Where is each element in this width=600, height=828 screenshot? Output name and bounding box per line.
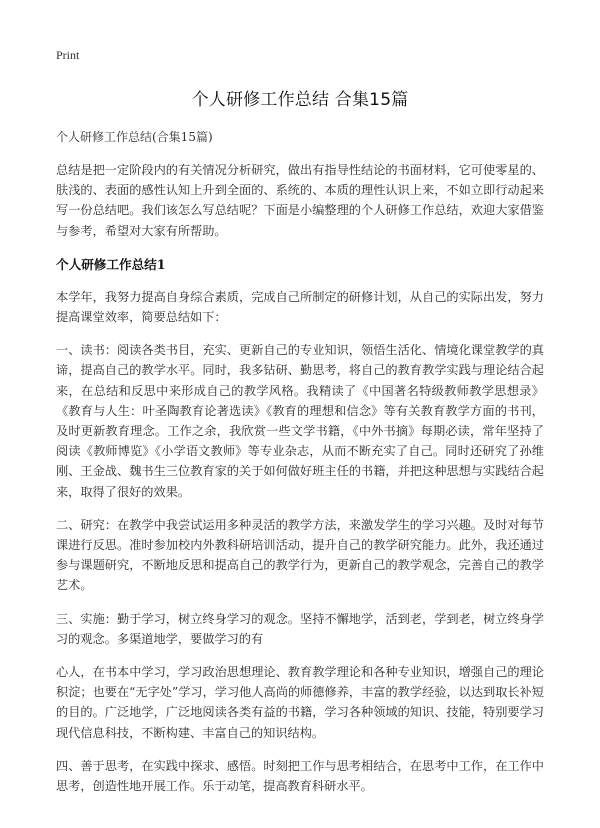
body-paragraph-learning: 心人，在书本中学习，学习政治思想理论、教育教学理论和各种专业知识，增强自己的理论积淀；也要在“无字处”学习，学习他人高尚的师德修养，丰富的教学经验，以达到取长补短的目的。广泛地学，广泛地阅读各类有益的书籍，学习各种领域的知识、技能，特别要学习现代信息科技，不断构建、丰富自己的知识结构。 (56, 665, 544, 740)
body-paragraph-research: 二、研究：在教学中我尝试运用多种灵活的教学方法，来激发学生的学习兴趣。及时对每节课进行反思。准时参加校内外教科研培训活动，提升自己的教学研究能力。此外，我还通过参与课题研究，不断地反思和提高自己的教学行为，更新自己的教学观念，完善自己的教学艺术。 (56, 517, 544, 593)
section-heading: 个人研修工作总结1 (56, 256, 166, 272)
body-paragraph-1: 本学年，我努力提高自身综合素质，完成自己所制定的研修计划，从自己的实际出发，努力提高课堂效率，简要总结如下： (56, 289, 544, 325)
document-subtitle: 个人研修工作总结(合集15篇) (56, 130, 213, 144)
print-link[interactable]: Print (56, 48, 80, 62)
document-title: 个人研修工作总结 合集15篇 (191, 90, 409, 110)
body-paragraph-reading: 一、读书：阅读各类书目，充实、更新自己的专业知识，领悟生活化、情境化课堂教学的真谛，提高自己的教学水平。同时，我多钻研、勤思考，将自己的教育教学实践与理论结合起来，在总结和反思中来形成自己的教学风格。我精读了《中国著名特级教师教学思想录》《教育与人生：叶圣陶教育论著选读》《教育的理想和信念》等有关教育教学方面的书刊，及时更新教育理念。工作之余，我欣赏一些文学书籍，《中外书摘》每期必读，常年坚持了阅读《教师博览》《小学语文教师》等专业杂志，从而不断充实了自己。同时还研究了孙维刚、王金战、魏书生三位教育家的关于如何做好班主任的书籍，并把这种思想与实践结合起来，取得了很好的效果。 (56, 343, 544, 499)
body-paragraph-thinking: 四、善于思考，在实践中探求、感悟。时刻把工作与思考相结合，在思考中工作，在工作中思考，创造性地开展工作。乐于动笔，提高教育科研水平。 (56, 758, 544, 794)
intro-paragraph: 总结是把一定阶段内的有关情况分析研究，做出有指导性结论的书面材料，它可使零星的、肤浅的、表面的感性认知上升到全面的、系统的、本质的理性认识上来，不如立即行动起来写一份总结吧。我们该怎么写总结呢？下面是小编整理的个人研修工作总结，欢迎大家借鉴与参考，希望对大家有所帮助。 (56, 163, 544, 238)
body-paragraph-implementation: 三、实施：勤于学习，树立终身学习的观念。坚持不懈地学，活到老，学到老，树立终身学习的观念。多渠道地学，要做学习的有 (56, 611, 544, 646)
